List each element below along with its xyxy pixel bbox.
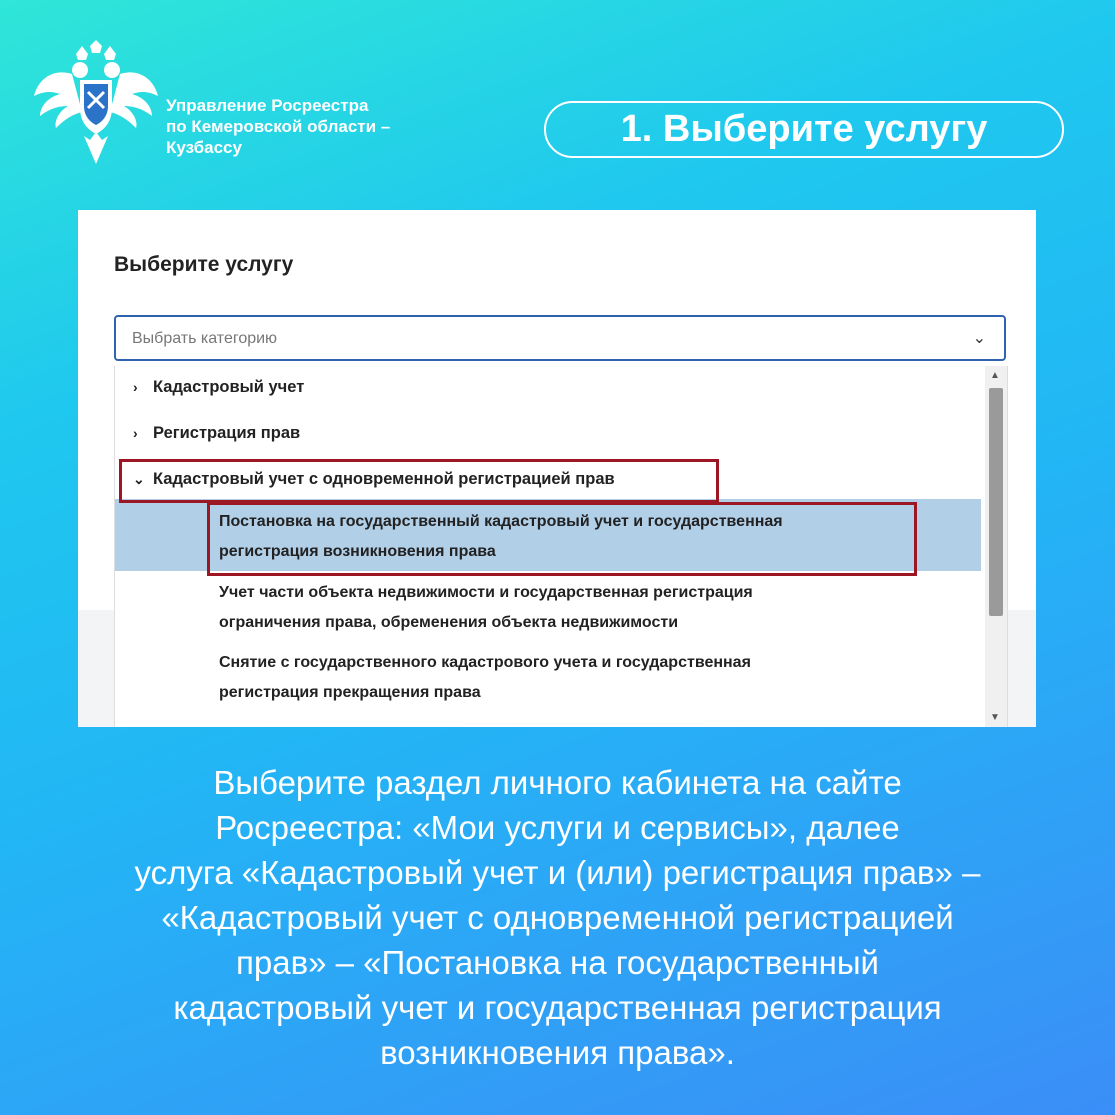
subitem-removal-from-register[interactable] <box>219 648 959 708</box>
subitem-line: регистрация прекращения права <box>219 684 481 701</box>
caption-line: Выберите раздел личного кабинета на сайте <box>213 764 902 801</box>
chevron-right-icon: › <box>133 379 138 395</box>
caption-line: прав» – «Постановка на государственный <box>236 944 879 981</box>
chevron-right-icon: › <box>133 425 138 441</box>
org-name-line-1: Управление Росреестра <box>166 96 369 115</box>
org-name-line-3: Кузбассу <box>166 138 242 157</box>
chevron-down-icon[interactable]: ⌄ <box>972 330 986 347</box>
category-item-rights-registration[interactable] <box>133 424 300 443</box>
category-item-label: Кадастровый учет с одновременной регистрацией прав <box>153 470 615 488</box>
instruction-caption <box>20 760 1095 1075</box>
subitem-line: регистрация возникновения права <box>219 543 496 560</box>
subitem-line: Снятие с государственного кадастрового учета и государственная <box>219 654 751 671</box>
caption-line: кадастровый учет и государственная регистрация <box>173 989 942 1026</box>
category-highlight-frame <box>119 459 719 503</box>
scroll-up-arrow-icon[interactable]: ▲ <box>990 370 1000 381</box>
scroll-thumb[interactable] <box>989 388 1003 616</box>
category-select[interactable] <box>114 315 1006 361</box>
caption-line: услуга «Кадастровый учет и (или) регистрация прав» – <box>134 854 981 891</box>
panel-title: Выберите услугу <box>114 253 294 276</box>
subitem-highlight-frame <box>207 502 917 576</box>
service-selection-panel <box>78 210 1036 727</box>
subitem-line: Постановка на государственный кадастровый учет и государственная <box>219 513 783 530</box>
step-title-pill: 1. Выберите услугу <box>544 101 1064 158</box>
org-name-line-2: по Кемеровской области – <box>166 117 391 136</box>
organization-name <box>166 95 466 158</box>
subitem-part-accounting[interactable] <box>219 578 959 638</box>
caption-line: возникновения права». <box>380 1034 735 1071</box>
category-item-label: Регистрация прав <box>153 424 301 442</box>
subitem-line: ограничения права, обременения объекта недвижимости <box>219 614 679 631</box>
category-select-placeholder: Выбрать категорию <box>132 330 278 347</box>
category-dropdown-list <box>114 366 1008 727</box>
category-item-label: Кадастровый учет <box>153 378 305 396</box>
double-headed-eagle-emblem-icon <box>32 40 160 168</box>
subitem-line: Учет части объекта недвижимости и государственная регистрация <box>219 584 753 601</box>
dropdown-scrollbar[interactable] <box>985 366 1007 727</box>
caption-line: Росреестра: «Мои услуги и сервисы», далее <box>215 809 900 846</box>
caption-line: «Кадастровый учет с одновременной регистрацией <box>161 899 954 936</box>
scroll-down-arrow-icon[interactable]: ▼ <box>990 712 1000 723</box>
category-item-cadastral[interactable] <box>133 378 304 397</box>
chevron-down-icon: ⌄ <box>133 471 145 487</box>
